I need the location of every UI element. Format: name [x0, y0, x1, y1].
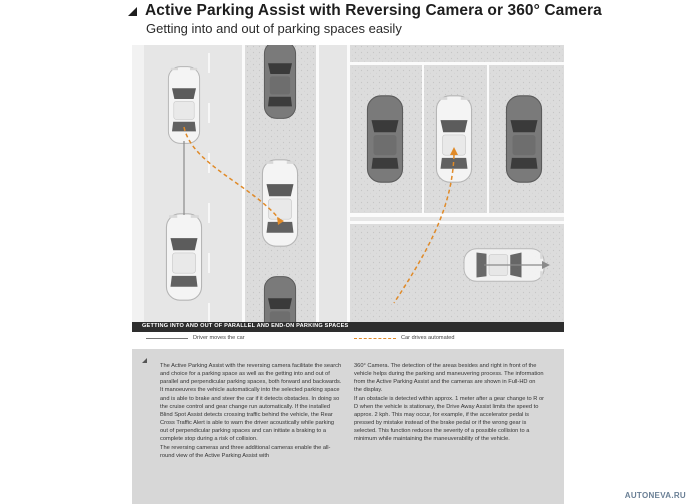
illustration-caption-bar [132, 322, 564, 332]
description-panel [132, 349, 564, 504]
perpendicular-car-3 [506, 96, 541, 182]
triangle-marker-icon [142, 358, 147, 363]
target-parking-car [262, 160, 297, 246]
triangle-marker-icon [128, 7, 137, 16]
legend-item-automated [354, 335, 454, 341]
paragraph: If an obstacle is detected within approx. 1 meter after a gear change to R or D when the vehicle is stationary, the Drive Away Assist limits the speed to approx. 2 kph. This may occur, for example, if the accelerator pedal is pressed by mistake instead of the brake pedal or if the wrong gear is selected. This function reduces the severity of a possible collision to a minimum while maintaining the maneuverability of the vehicle. [354, 395, 545, 443]
legend-label-driver: Driver moves the car [193, 335, 245, 341]
paragraph: The reversing cameras and three additional cameras enable the all-round view of the Active Parking Assist with [160, 444, 331, 459]
parking-diagram [132, 45, 564, 322]
illustration-caption: GETTING INTO AND OUT OF PARALLEL AND END-ON PARKING SPACES [142, 323, 349, 329]
left-sidewalk [132, 45, 144, 322]
car-driving-lower [166, 214, 201, 300]
paragraph: 360° Camera. The detection of the areas besides and right in front of the vehicle helps during the parking and maneuvering process. The information from the Active Parking Assist and the cameras are shown in Full-HD on the display. [354, 363, 544, 394]
lot-line-lower [349, 221, 564, 224]
lot-line-top [349, 62, 564, 65]
perpendicular-car-2 [436, 96, 471, 182]
page-title: Active Parking Assist with Reversing Camera or 360° Camera [145, 2, 602, 19]
description-column-left [160, 362, 342, 460]
curb-line-left [242, 45, 245, 322]
legend [132, 335, 564, 347]
perpendicular-car-1 [367, 96, 402, 182]
page-subtitle: Getting into and out of parking spaces easily [146, 21, 402, 36]
parked-car-dark-bottom [264, 277, 295, 322]
watermark: AUTONEVA.RU [624, 491, 686, 500]
parked-car-dark [264, 45, 295, 118]
bay-divider [487, 65, 489, 213]
bay-divider [422, 65, 424, 213]
lot-line-bottom [349, 213, 564, 217]
paragraph: The Active Parking Assist with the reversing camera facilitate the search and choice for a parking space as well as the getting into and out of parallel and perpendicular parking spaces, both forward and backwards. It manoeuvres the vehicle automatically into the selected parking space and is able to brake and steer the car if it detects obstacles. In doing so the cruise control and gear change run automatically. If the installed Blind Spot Assist detects crossing traffic behind the vehicle, the Rear Cross Traffic Alert is able to warn the driver acoustically while parking out of perpendicular parking spaces and can initiate a braking to a complete stop during a risk of collision. [160, 363, 342, 443]
description-column-right [354, 362, 544, 444]
header [128, 0, 688, 46]
solid-line-icon [146, 338, 188, 339]
legend-item-driver [146, 335, 245, 341]
car-driving-top [168, 67, 199, 144]
dashed-line-icon [354, 338, 396, 339]
parking-illustration [132, 45, 564, 322]
lot-edge [347, 45, 350, 322]
legend-label-automated: Car drives automated [401, 335, 455, 341]
title-row [128, 2, 602, 20]
curb-line-right [316, 45, 319, 322]
